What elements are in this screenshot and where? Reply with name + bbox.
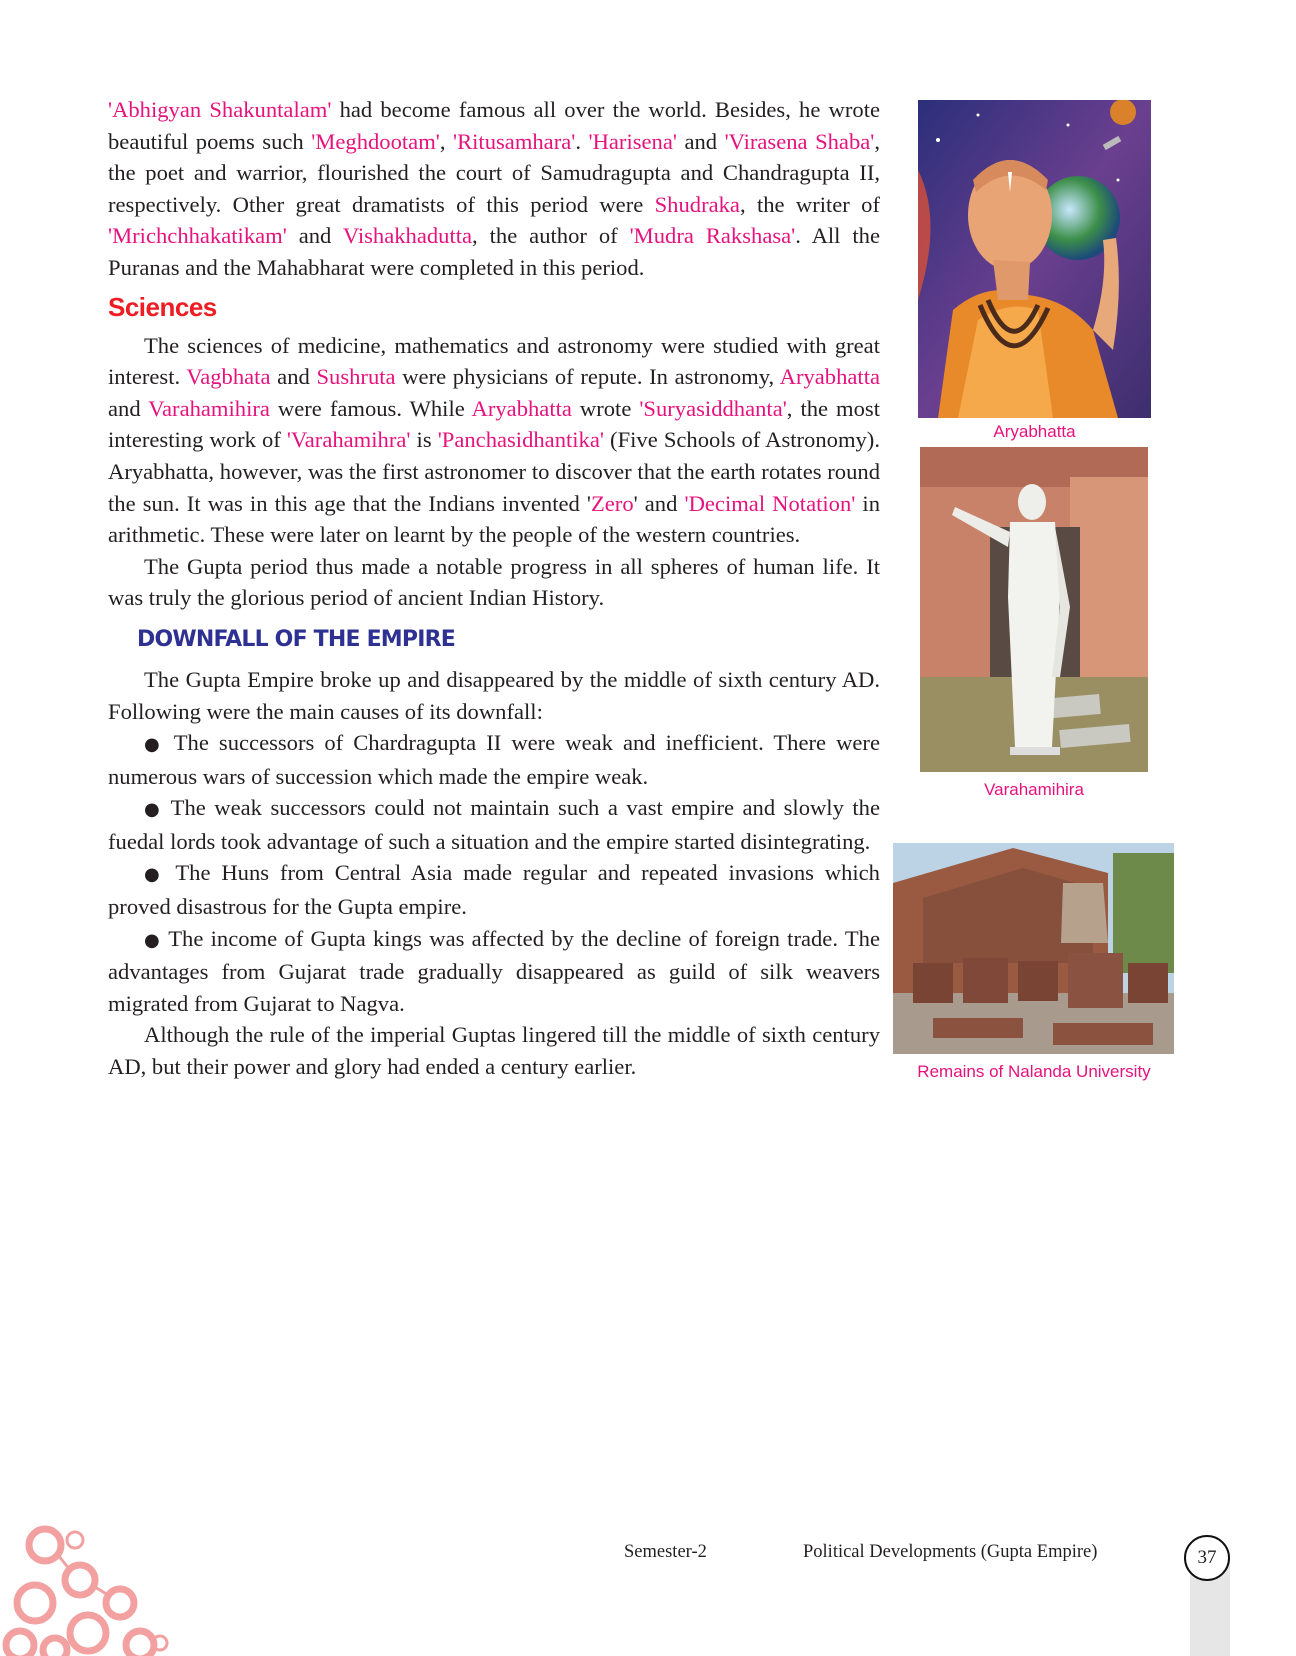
highlighted-term: 'Meghdootam' [311,128,440,154]
decorative-circles-icon [0,1515,180,1656]
bullet-item: ● The Huns from Central Asia made regular and repeated invasions which proved disastrous for the Gupta empire. [108,860,880,920]
bullet-dot-icon: ● [144,864,165,886]
bullet-item: ● The income of Gupta kings was affected by the decline of foreign trade. The advantages from Gujarat trade gradually disappeared as guild of silk weavers migrated from Gujarat to Nagva. [108,925,880,1016]
highlighted-term: 'Virasena Shaba' [724,128,875,154]
paragraph-literature: 'Abhigyan Shakuntalam' had become famous all over the world. Besides, he wrote beautiful poems such 'Meghdootam', 'Ritusamhara'. 'Harisena' and 'Virasena Shaba', the poet and warrior, flourished the court of Samudragupta and Chandragupta II, respectively. Other great dramatists of this period were Shudraka, the writer of 'Mrichchhakatikam' and Vishakhadutta, the author of 'Mudra Rakshasa'. All the Puranas and the Mahabharat were completed in this period. [108,97,881,280]
footer-semester: Semester-2 [624,1542,707,1562]
highlighted-term: Zero [590,490,634,516]
highlighted-term: 'Abhigyan Shakuntalam' [108,97,332,122]
caption-varahamihira: Varahamihira [984,780,1084,799]
highlighted-term: 'Decimal Notation' [684,490,856,516]
heading-downfall: DOWNFALL OF THE EMPIRE [137,626,455,652]
highlighted-term: Vagbhata [186,364,271,390]
highlighted-term: 'Ritusamhara' [453,128,576,154]
paragraph-conclusion: Although the rule of the imperial Guptas lingered till the middle of sixth century AD, but their power and glory had ended a century earlier. [108,1022,880,1080]
highlighted-term: Aryabhatta [471,395,572,421]
highlighted-term: 'Suryasiddhanta' [639,395,787,421]
highlighted-term: Aryabhatta [779,364,881,390]
highlighted-term: 'Mrichchhakatikam' [108,223,287,249]
bullet-dot-icon: ● [144,734,165,756]
caption-nalanda: Remains of Nalanda University [917,1062,1151,1081]
highlighted-term: 'Harisena' [588,128,677,154]
bullet-item: ● The successors of Chardragupta II were weak and inefficient. There were numerous wars of succession which made the empire weak. [108,730,880,789]
varahamihira-statue-image [920,447,1148,772]
bullet-item: ● The weak successors could not maintain such a vast empire and slowly the fuedal lords took advantage of such a situation and the empire started disintegrating. [108,795,880,854]
highlighted-term: 'Panchasidhantika' [437,427,604,453]
page-number: 37 [1184,1535,1230,1581]
highlighted-term: Sushruta [316,364,396,390]
highlighted-term: 'Varahamihra' [286,427,411,453]
highlighted-term: Vishakhadutta [342,223,473,249]
paragraph-gupta-progress: The Gupta period thus made a notable progress in all spheres of human life. It was truly the glorious period of ancient Indian History. [108,553,880,611]
highlighted-term: Varahamihira [148,395,270,421]
bullet-dot-icon: ● [144,799,163,821]
aryabhatta-image [918,100,1151,418]
paragraph-sciences: The sciences of medicine, mathematics and astronomy were studied with great interest. Vagbhata and Sushruta were physicians of repute. In astronomy, Aryabhatta and Varahamihira were famous. While Aryabhatta wrote 'Suryasiddhanta', the most interesting work of 'Varahamihra' is 'Panchasidhantika' (Five Schools of Astronomy). Aryabhatta, however, was the first astronomer to discover that the earth rotates round the sun. It was in this age that the Indians invented 'Zero' and 'Decimal Notation' in arithmetic. These were later on learnt by the people of the western countries. [108,332,881,548]
footer-chapter-title: Political Developments (Gupta Empire) [803,1542,1098,1562]
highlighted-term: 'Mudra Rakshasa' [629,223,796,249]
bullet-dot-icon: ● [144,929,162,951]
highlighted-term: Shudraka [654,191,740,217]
heading-sciences: Sciences [108,291,217,322]
main-text-column [108,94,880,1083]
nalanda-ruins-image [893,843,1174,1054]
paragraph-downfall-intro: The Gupta Empire broke up and disappeared by the middle of sixth century AD. Following were the main causes of its downfall: [108,666,880,724]
caption-aryabhatta: Aryabhatta [993,422,1076,441]
